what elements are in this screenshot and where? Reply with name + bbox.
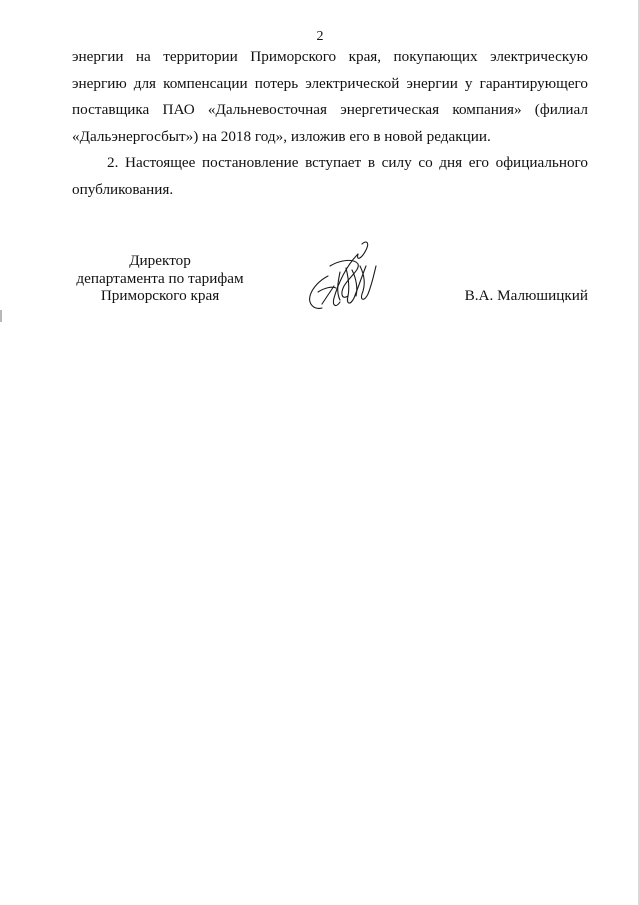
handwritten-signature-icon <box>300 236 390 316</box>
text-line: энергию для компенсации потерь электрической энергии у гарантирующего <box>72 74 588 92</box>
signatory-name: В.А. Малюшицкий <box>464 287 588 304</box>
signatory-title-line: Приморского края <box>100 287 220 304</box>
signatory-title-line: департамента по тарифам <box>76 269 244 287</box>
signatory-title-line: Директор <box>129 252 191 269</box>
text-line: опубликования. <box>72 180 174 198</box>
text-line: 2. Настоящее постановление вступает в силу со дня его официального <box>107 154 588 171</box>
signatory-title <box>60 252 260 305</box>
paragraph-2 <box>72 150 588 203</box>
page-number: 2 <box>316 29 324 44</box>
scan-mark <box>0 310 2 322</box>
text-line: «Дальэнергосбыт») на 2018 год», изложив его в новой редакции. <box>72 127 491 145</box>
text-line: энергии на территории Приморского края, покупающих электрическую <box>72 48 588 65</box>
text-line: поставщика ПАО «Дальневосточная энергетическая компания» (филиал <box>72 101 588 118</box>
paragraph-1 <box>72 44 588 150</box>
document-body <box>72 44 588 203</box>
